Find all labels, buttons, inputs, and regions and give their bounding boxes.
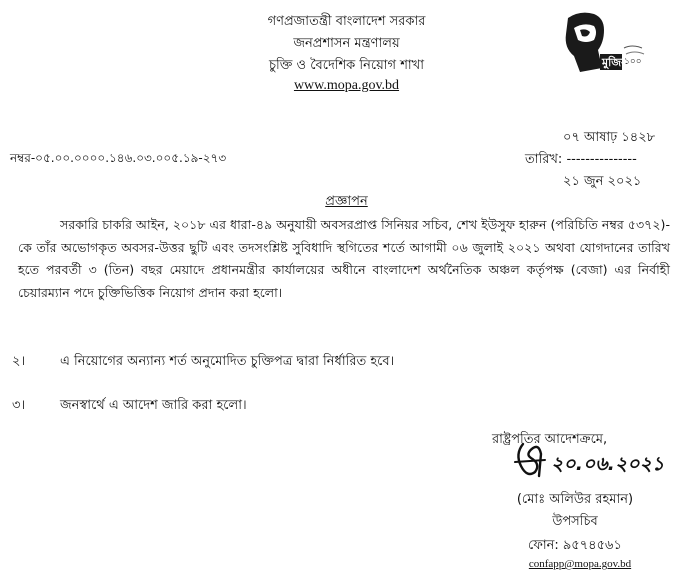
signatory-designation: উপসচিব <box>552 514 598 529</box>
by-order-line: রাষ্ট্রপতির আদেশক্রমে, <box>492 432 608 447</box>
date-gregorian: ২১ জুন ২০২১ <box>563 174 642 189</box>
branch-name: চুক্তি ও বৈদেশিক নিয়োগ শাখা <box>269 58 424 73</box>
government-name: গণপ্রজাতন্ত্রী বাংলাদেশ সরকার <box>267 14 426 29</box>
signatory-email[interactable]: confapp@mopa.gov.bd <box>528 558 632 570</box>
signatory-name: (মোঃ অলিউর রহমান) <box>516 492 634 507</box>
svg-text:১০০: ১০০ <box>624 57 642 67</box>
website-link[interactable]: www.mopa.gov.bd <box>293 78 400 93</box>
handwritten-signature <box>505 436 685 484</box>
ministry-name: জনপ্রশাসন মন্ত্রণালয় <box>293 36 400 51</box>
memo-number: নম্বর-০৫.০০.০০০০.১৪৬.০৩.০০৫.১৯-২৭৩ <box>10 151 227 165</box>
item-3-text: জনস্বার্থে এ আদেশ জারি করা হলো। <box>60 398 247 413</box>
date-bangla: ০৭ আষাঢ় ১৪২৮ <box>563 130 656 145</box>
body-paragraph-1: সরকারি চাকরি আইন, ২০১৮ এর ধারা-৪৯ অনুযায়ী অবসরপ্রাপ্ত সিনিয়র সচিব, শেখ ইউসুফ হারুন (পরিচিতি নম্বর ৫৩৭২)-কে তাঁর অভোগকৃত অবসর-উত্তর ছুটি এবং তদসংশ্লিষ্ট সুবিধাদি স্থগিতের শর্তে আগামী ০৬ জুলাই ২০২১ অথবা যোগদানের তারিখ হতে পরবর্তী ৩ (তিন) বছর মেয়াদে প্রধানমন্ত্রীর কার্যালয়ের অধীনে বাংলাদেশ অর্থনৈতিক অঞ্চল কর্তৃপক্ষ (বেজা) এর নির্বাহী চেয়ারম্যান পদে চুক্তিভিত্তিক নিয়োগ প্রদান করা হলো। <box>18 217 670 300</box>
document-title: প্রজ্ঞাপন <box>325 194 368 209</box>
mujib-100-logo <box>560 8 660 80</box>
signatory-phone: ফোন: ৯৫৭৪৫৬১ <box>528 538 622 553</box>
item-2-text: এ নিয়োগের অন্যান্য শর্ত অনুমোদিত চুক্তিপত্র দ্বারা নির্ধারিত হবে। <box>60 354 395 369</box>
svg-text:মুজিব: মুজিব <box>602 56 628 69</box>
item-2-number: ২। <box>12 354 26 369</box>
item-3-number: ৩। <box>12 398 26 413</box>
date-label: তারিখ: --------------- <box>525 152 637 167</box>
signature-date: ২০.০৬.২০২১ <box>551 453 665 475</box>
